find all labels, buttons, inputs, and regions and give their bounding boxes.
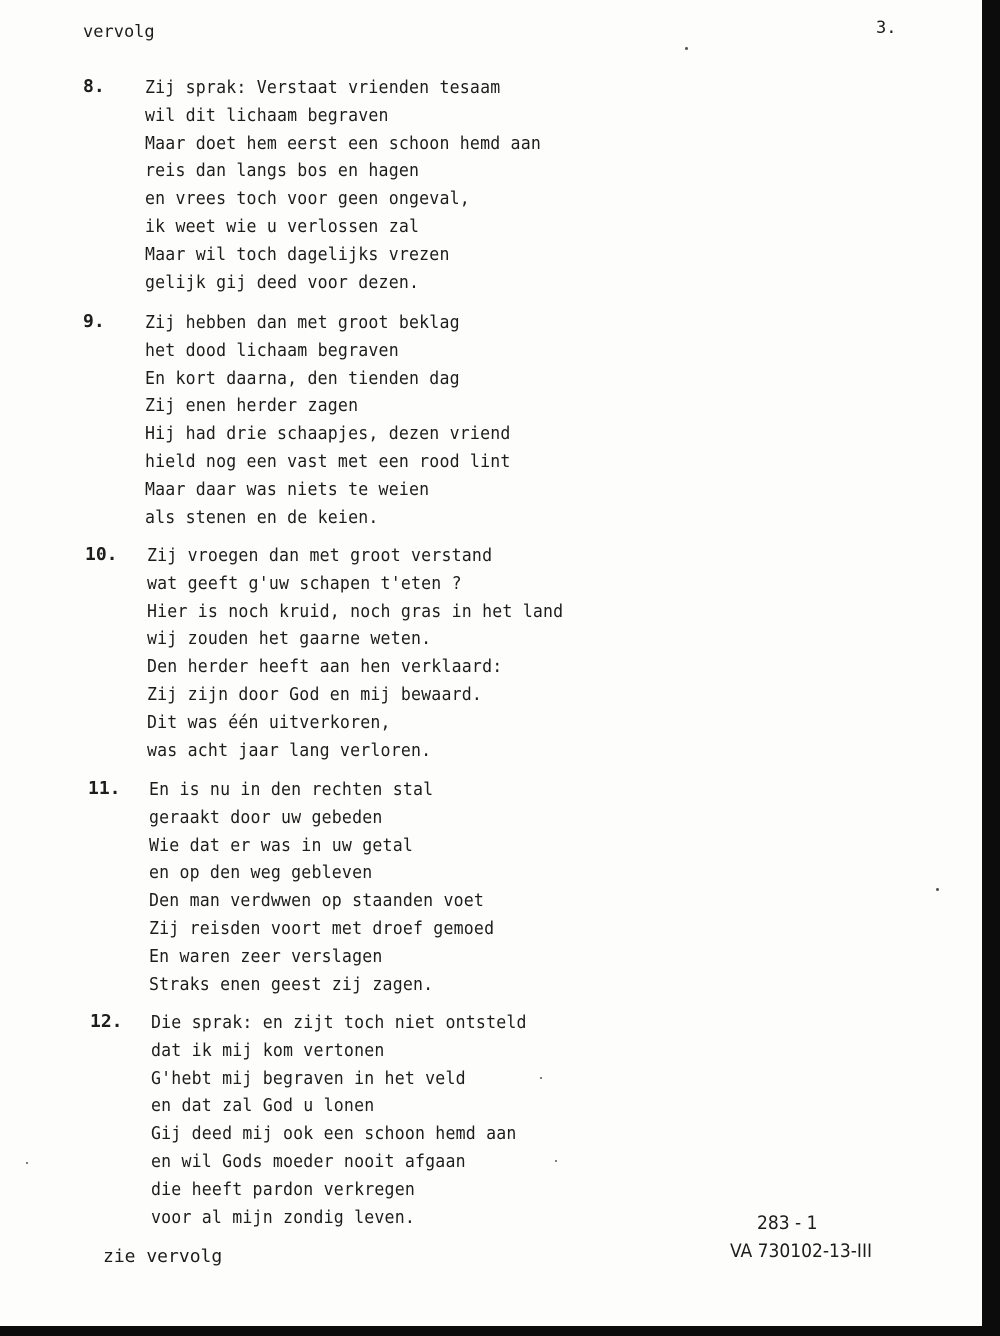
verse-line: En kort daarna, den tienden dag (145, 367, 460, 389)
stanza-lines (145, 309, 542, 531)
verse-line: dat ik mij kom vertonen (151, 1039, 385, 1061)
verse-line: en vrees toch voor geen ongeval, (145, 188, 470, 210)
verse-line: geraakt door uw gebeden (149, 806, 383, 828)
verse-line: was acht jaar lang verloren. (147, 739, 432, 761)
verse-line: Hier is noch kruid, noch gras in het land (147, 600, 564, 622)
verse-line: Wie dat er was in uw getal (149, 834, 414, 856)
reference-code-2: VA 730102-13-III (730, 1240, 873, 1262)
verse-line: Maar daar was niets te weien (145, 478, 430, 500)
verse-line: die heeft pardon verkregen (151, 1178, 416, 1200)
verse-line: reis dan langs bos en hagen (145, 160, 420, 182)
verse-line: wij zouden het gaarne weten. (147, 628, 432, 650)
scan-speck (540, 1077, 542, 1079)
verse-line: Maar wil toch dagelijks vrezen (145, 243, 450, 265)
verse-line: als stenen en de keien. (145, 506, 379, 528)
verse-line: en wil Gods moeder nooit afgaan (151, 1150, 466, 1172)
stanza-number: 8. (83, 76, 105, 97)
verse-line: Zij vroegen dan met groot verstand (147, 545, 493, 566)
stanza-number: 11. (88, 778, 121, 799)
verse-line: G'hebt mij begraven in het veld (151, 1067, 466, 1089)
page-number: 3. (876, 18, 897, 38)
verse-line: en op den weg gebleven (149, 862, 373, 884)
verse-line: wat geeft g'uw schapen t'eten ? (147, 572, 462, 594)
verse-line: Den man verdwwen op staanden voet (149, 890, 485, 912)
verse-line: het dood lichaam begraven (145, 339, 399, 361)
verse-line: gelijk gij deed voor dezen. (145, 271, 420, 293)
verse-line: En is nu in den rechten stal (149, 779, 434, 800)
verse-line: Dit was één uitverkoren, (147, 711, 391, 733)
stanza-number: 9. (83, 311, 105, 332)
verse-line: En waren zeer verslagen (149, 945, 383, 967)
verse-line: Straks enen geest zij zagen. (149, 973, 434, 995)
verse-line: voor al mijn zondig leven. (151, 1206, 416, 1228)
see-continued-label: zie vervolg (103, 1246, 223, 1267)
verse-line: Zij sprak: Verstaat vrienden tesaam (145, 77, 501, 98)
verse-line: Hij had drie schaapjes, dezen vriend (145, 423, 511, 445)
stanza-number: 12. (90, 1011, 123, 1032)
stanza-lines (145, 74, 575, 296)
scan-speck (936, 888, 939, 891)
verse-line: hield nog een vast met een rood lint (145, 450, 511, 472)
verse-line: Den herder heeft aan hen verklaard: (147, 656, 503, 678)
reference-code-1: 283 - 1 (757, 1212, 818, 1234)
stanza-lines (151, 1009, 559, 1231)
scan-speck (555, 1160, 557, 1162)
verse-line: Zij enen herder zagen (145, 395, 359, 417)
verse-line: Zij zijn door God en mij bewaard. (147, 683, 483, 705)
scan-speck (26, 1162, 28, 1164)
verse-line: Maar doet hem eerst een schoon hemd aan (145, 132, 542, 154)
scan-speck (685, 47, 688, 50)
verse-line: wil dit lichaam begraven (145, 104, 389, 126)
verse-line: Gij deed mij ook een schoon hemd aan (151, 1123, 517, 1145)
stanza-lines (147, 542, 600, 764)
stanza-number: 10. (85, 544, 118, 565)
continued-label: vervolg (83, 22, 155, 42)
verse-line: Zij hebben dan met groot beklag (145, 312, 460, 333)
stanza-lines (149, 776, 524, 998)
verse-line: Zij reisden voort met droef gemoed (149, 917, 495, 939)
verse-line: ik weet wie u verlossen zal (145, 215, 420, 237)
verse-line: en dat zal God u lonen (151, 1095, 375, 1117)
verse-line: Die sprak: en zijt toch niet ontsteld (151, 1012, 527, 1033)
